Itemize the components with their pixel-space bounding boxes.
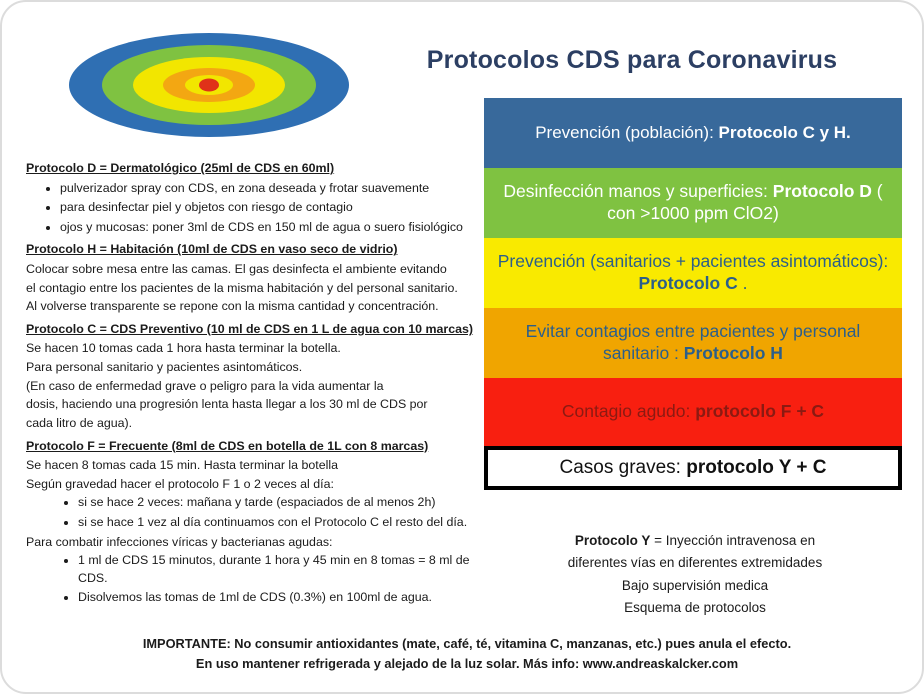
protocol-f-heading: Protocolo F = Frecuente (8ml de CDS en botella de 1L con 8 marcas)	[26, 438, 429, 453]
block-text-bold: Protocolo C	[638, 273, 738, 293]
block-text-bold: Protocolo C y H.	[718, 123, 851, 143]
protocol-c-line: dosis, haciendo una progresión lenta hasta llegar a los 30 ml de CDS por	[26, 397, 428, 412]
protocol-c-line: Para personal sanitario y pacientes asintomáticos.	[26, 360, 303, 375]
protocol-c-heading: Protocolo C = CDS Preventivo (10 ml de CDS en 1 L de agua con 10 marcas)	[26, 321, 474, 336]
protocol-details-column	[26, 160, 496, 609]
logo-center-red	[199, 79, 219, 92]
protocol-d-heading: Protocolo D = Dermatológico (25ml de CDS en 60ml)	[26, 161, 335, 175]
block-contagio-agudo	[484, 378, 902, 446]
block-evitar-contagios	[484, 308, 902, 378]
block-text: Desinfección manos y superficies:	[503, 181, 773, 202]
protocol-y-line: Esquema de protocolos	[624, 599, 766, 615]
protocol-f-line: Según gravedad hacer el protocolo F 1 o 2 veces al día:	[26, 476, 334, 491]
protocol-f-line: Se hacen 8 tomas cada 15 min. Hasta terminar la botella	[26, 458, 338, 473]
block-text-bold: Protocolo D	[772, 181, 872, 202]
protocol-h-line: el contagio entre los pacientes de la misma habitación y del personal sanitario.	[26, 280, 458, 295]
protocol-y-label: Protocolo Y	[574, 533, 651, 548]
block-text: Contagio agudo:	[561, 401, 696, 422]
protocol-f-closing-bullets	[26, 552, 496, 607]
protocol-y-line	[480, 530, 910, 552]
page-title: Protocolos CDS para Coronavirus	[426, 46, 838, 74]
list-item: • si se hace 2 veces: mañana y tarde (espaciados de al menos 2h)	[78, 494, 496, 512]
protocol-y-line: diferentes vías en diferentes extremidades	[567, 555, 823, 571]
block-text-tail: ( con >1000 ppm ClO2)	[607, 181, 883, 223]
protocol-y-line-rest: = Inyección intravenosa en	[650, 533, 816, 548]
block-text: Prevención (sanitarios + pacientes asintomáticos):	[497, 251, 889, 272]
protocol-h-line: Colocar sobre mesa entre las camas. El gas desinfecta el ambiente evitando	[26, 262, 447, 277]
protocol-c-line: (En caso de enfermedad grave o peligro para la vida aumentar la	[26, 378, 384, 393]
block-casos-graves	[484, 446, 902, 490]
block-text-tail: .	[737, 273, 748, 293]
list-item: • pulverizador spray con CDS, en zona deseada y frotar suavemente	[60, 180, 496, 198]
block-text-bold: protocolo F + C	[695, 401, 825, 422]
block-desinfeccion-manos-superficies	[484, 168, 902, 238]
list-item: • 1 ml de CDS 15 minutos, durante 1 hora y 45 min en 8 tomas = 8 ml de CDS.	[78, 552, 496, 587]
concentric-oval-logo	[64, 30, 354, 140]
footer-line-2: En uso mantener refrigerada y alejado de la luz solar. Más info: www.andreaskalcker.com	[195, 655, 739, 671]
block-text-bold: protocolo Y + C	[686, 457, 827, 479]
block-text: Prevención (población):	[535, 123, 719, 143]
block-prevencion-poblacion	[484, 98, 902, 168]
footer-note	[62, 634, 872, 674]
block-text: Evitar contagios entre pacientes y personal sanitario :	[525, 321, 861, 363]
protocol-c-line: Se hacen 10 tomas cada 1 hora hasta terminar la botella.	[26, 341, 341, 356]
list-item: • ojos y mucosas: poner 3ml de CDS en 150 ml de agua o suero fisiológico	[60, 219, 496, 237]
list-item: • si se hace 1 vez al día continuamos con el Protocolo C el resto del día.	[78, 514, 496, 532]
block-text-bold: Protocolo H	[683, 343, 783, 363]
protocol-y-notes	[480, 530, 910, 619]
protocol-c-line: cada litro de agua).	[26, 415, 133, 430]
protocol-summary-blocks	[484, 98, 902, 490]
protocol-y-line: Bajo supervisión medica	[621, 577, 769, 593]
protocol-f-bullets	[26, 494, 496, 531]
protocol-h-heading: Protocolo H = Habitación (10ml de CDS en vaso seco de vidrio)	[26, 242, 398, 257]
list-item: • para desinfectar piel y objetos con riesgo de contagio	[60, 199, 496, 217]
protocol-d-bullets	[26, 180, 496, 237]
list-item: • Disolvemos las tomas de 1ml de CDS (0.3%) en 100ml de agua.	[78, 589, 496, 607]
footer-line-1: IMPORTANTE: No consumir antioxidantes (mate, café, té, vitamina C, manzanas, etc.) pues anula el efecto.	[142, 636, 792, 651]
protocol-h-line: Al volverse transparente se repone con la misma cantidad y concentración.	[26, 299, 439, 314]
block-text: Casos graves:	[559, 457, 687, 479]
block-prevencion-sanitarios-asintomaticos	[484, 238, 902, 308]
protocol-f-closing-line: Para combatir infecciones víricas y bacterianas agudas:	[26, 534, 333, 549]
